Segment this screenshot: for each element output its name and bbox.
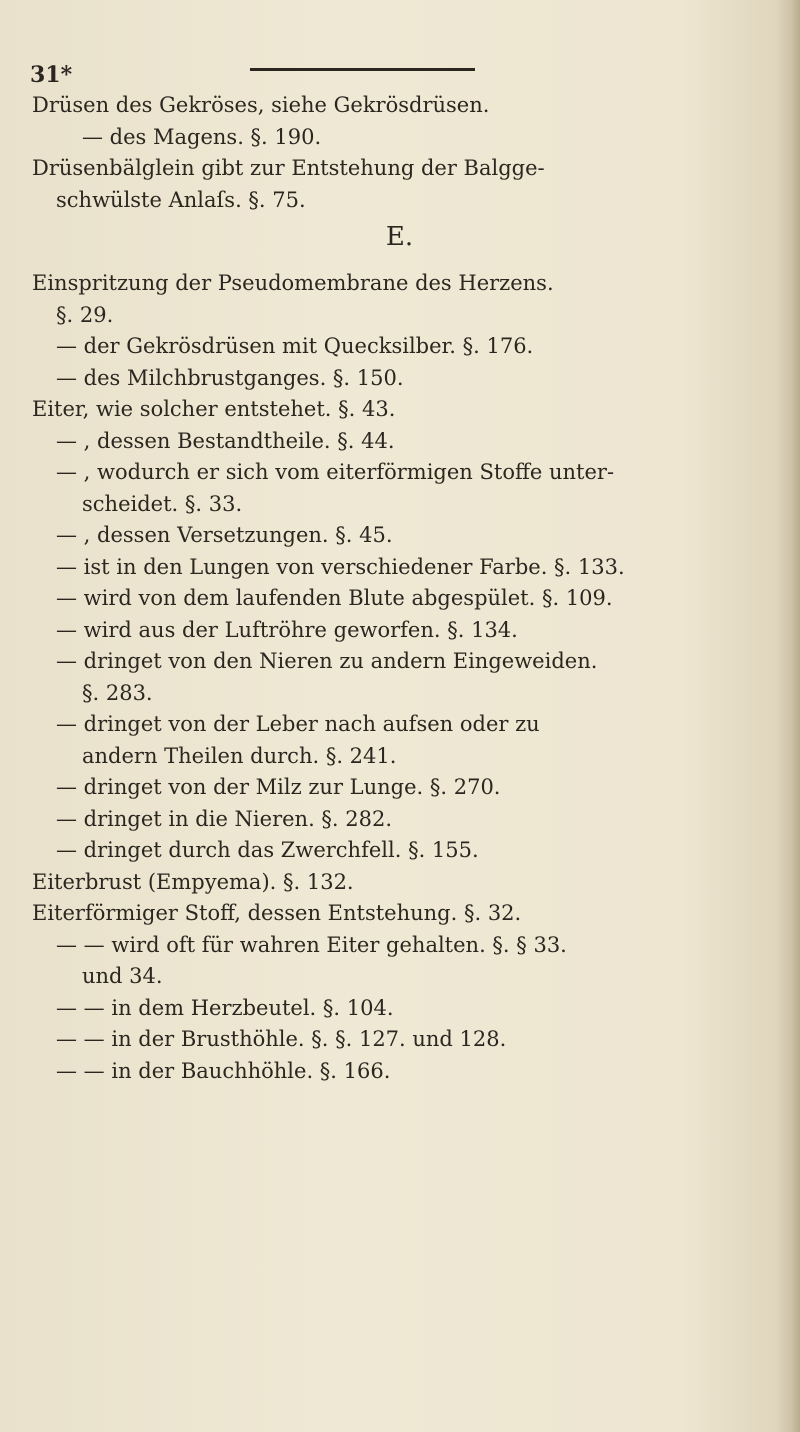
section-letter: E. xyxy=(385,222,414,252)
page-number: 31* xyxy=(30,62,73,88)
index-line: — — wird oft für wahren Eiter gehalten. §. § 33. xyxy=(56,932,567,957)
index-line: Eiterbrust (Empyema). §. 132. xyxy=(32,869,354,894)
index-line: Drüsenbälglein gibt zur Entstehung der Balgge- xyxy=(32,156,545,180)
index-line: Eiter, wie solcher entstehet. §. 43. xyxy=(32,397,396,421)
index-line: andern Theilen durch. §. 241. xyxy=(82,743,397,768)
index-line: — dringet in die Nieren. §. 282. xyxy=(56,806,393,831)
index-line: schwülste Anlaſs. §. 75. xyxy=(56,187,306,212)
index-text xyxy=(32,90,767,1087)
index-line: — — in der Brusthöhle. §. §. 127. und 128. xyxy=(56,1027,507,1051)
index-line: §. 29. xyxy=(56,302,114,327)
index-line: Eiterförmiger Stoff, dessen Entstehung. §. 32. xyxy=(32,901,522,925)
index-line: — der Gekrösdrüsen mit Quecksilber. §. 176. xyxy=(56,334,534,358)
index-line: — — in dem Herzbeutel. §. 104. xyxy=(56,995,394,1020)
index-line: — dringet von der Milz zur Lunge. §. 270. xyxy=(56,775,501,799)
index-line: — dringet von den Nieren zu andern Eingeweiden. xyxy=(56,649,598,673)
index-line: — — in der Bauchhöhle. §. 166. xyxy=(56,1058,391,1083)
index-line: scheidet. §. 33. xyxy=(82,491,243,516)
header-rule xyxy=(250,68,475,71)
page-edge xyxy=(776,0,800,1432)
index-line: — , dessen Versetzungen. §. 45. xyxy=(56,523,393,547)
index-line: und 34. xyxy=(82,964,163,988)
index-line: — , dessen Bestandtheile. §. 44. xyxy=(56,428,395,453)
index-line: — wird von dem laufenden Blute abgespület. §. 109. xyxy=(56,586,613,610)
index-line: — wird aus der Luftröhre geworfen. §. 134. xyxy=(56,617,518,642)
index-line: §. 283. xyxy=(82,680,153,705)
index-line: — ist in den Lungen von verschiedener Farbe. §. 133. xyxy=(56,554,625,579)
index-line: — dringet durch das Zwerchfell. §. 155. xyxy=(56,838,479,862)
index-line: Drüsen des Gekröses, siehe Gekrösdrüsen. xyxy=(32,93,490,117)
index-line: — dringet von der Leber nach aufsen oder zu xyxy=(56,712,540,736)
index-line: Einspritzung der Pseudomembrane des Herzens. xyxy=(32,271,554,295)
index-line: — des Magens. §. 190. xyxy=(82,124,322,149)
index-line: — , wodurch er sich vom eiterförmigen Stoffe unter- xyxy=(56,460,615,484)
index-line: — des Milchbrustganges. §. 150. xyxy=(56,365,404,390)
